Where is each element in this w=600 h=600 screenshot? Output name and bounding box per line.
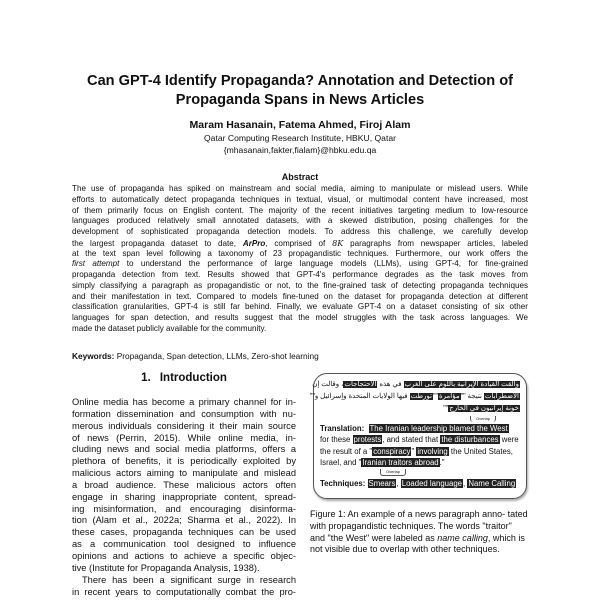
span-highlight: تورطت bbox=[410, 393, 432, 400]
text: "" bbox=[433, 393, 438, 400]
abstract-line: propaganda detection from text. Results showed that GPT-4's performance degrades as the task moves from bbox=[72, 270, 528, 279]
text: "" bbox=[443, 405, 449, 412]
abstract-line: of them primarily focus on English content. The majority of the recent initiatives targeting medium to low-resource bbox=[72, 205, 528, 215]
title-line: Propaganda Spans in News Articles bbox=[175, 92, 425, 108]
abstract-line: and their manifestation in text. Compared to models fine-tuned on the dataset for propaganda detection at different bbox=[72, 291, 528, 301]
intro-text bbox=[72, 397, 296, 598]
intro-line: ing misinformation, and encouraging disinforma- bbox=[72, 503, 296, 514]
intro-line: of news (Perrin, 2015). While online media, in- bbox=[72, 432, 296, 443]
span-highlight: conspiracy bbox=[373, 446, 411, 456]
translation-line bbox=[320, 434, 520, 445]
span-highlight: الاضطرابات bbox=[484, 393, 519, 400]
text: the result of a " bbox=[320, 446, 373, 456]
technique-tag: Smears bbox=[368, 479, 396, 489]
intro-line: malicious actors aiming to manipulate and mislead bbox=[72, 468, 296, 479]
text: were bbox=[499, 435, 519, 445]
overlap-label: Overlap bbox=[380, 469, 406, 476]
abstract-line: development of sophisticated propaganda detection models. To address this challenge, we carefully develop bbox=[72, 227, 528, 236]
span-highlight: The Iranian leadership blamed the West bbox=[369, 424, 508, 433]
translation-label: Translation: bbox=[320, 424, 365, 433]
intro-line: these cases, propaganda techniques can be used bbox=[72, 527, 296, 538]
caption-text: Figure 1: An example of a news paragraph anno- tated with propagandistic techniques. The words "traitor" and "the West" were labeled as bbox=[310, 509, 528, 543]
abstract-body bbox=[72, 184, 528, 335]
authors: Maram Hasanain, Fatema Ahmed, Firoj Alam bbox=[189, 119, 411, 131]
intro-line: cluding news and social media platforms, offers a bbox=[72, 444, 296, 455]
affiliation: Qatar Computing Research Institute, HBKU, Qatar bbox=[203, 133, 396, 143]
arabic-line bbox=[320, 403, 520, 415]
span-highlight: protests bbox=[353, 435, 382, 445]
title-line: Can GPT-4 Identify Propaganda? Annotation and Detection of bbox=[87, 73, 513, 89]
intro-line: a broad audience. These malicious actors often bbox=[72, 479, 296, 490]
keywords-text: Propaganda, Span detection, LLMs, Zero-shot learning bbox=[114, 351, 319, 361]
arabic-line bbox=[309, 391, 520, 403]
techniques-label: Techniques: bbox=[320, 479, 366, 489]
keywords bbox=[72, 351, 319, 361]
intro-line: in recent years to computationally combat the pro- bbox=[72, 586, 296, 597]
dataset-size: 8K bbox=[332, 237, 344, 248]
text: the largest propaganda dataset to date, bbox=[72, 238, 243, 248]
span-highlight: the disturbances bbox=[441, 435, 499, 445]
span-highlight: involving bbox=[417, 446, 448, 456]
emphasis: first attempt bbox=[72, 259, 120, 269]
technique-tag: Name Calling bbox=[468, 479, 516, 489]
abstract-line: The use of propaganda has spiked on mainstream and social media, aiming to manipulate or mislead users. While bbox=[72, 184, 528, 193]
intro-line: engage in sharing inappropriate content, spread- bbox=[72, 491, 296, 502]
abstract-line: languages produced relatively small annotated datasets, with a skewed distribution, posing challenges for the bbox=[72, 216, 528, 226]
translation-line bbox=[320, 457, 520, 468]
techniques-line: Techniques: Smears, Loaded language, Name Calling bbox=[320, 479, 516, 489]
email: {mhasanain,fakter,fialam}@hbku.edu.qa bbox=[223, 144, 377, 155]
text: paragraphs from newspaper articles, labeled bbox=[343, 238, 528, 248]
section-heading: 1. Introduction bbox=[141, 372, 227, 384]
text: , and stated that bbox=[382, 435, 441, 445]
translation-line bbox=[320, 423, 520, 434]
intro-line: There has been a significant surge in research bbox=[82, 574, 296, 585]
text: " bbox=[411, 446, 417, 456]
text: ، وقالت إن bbox=[312, 381, 344, 388]
text: to understand the performance of large language models (LLMs), using GPT-4, for fine-grained bbox=[119, 259, 528, 269]
span-highlight: وألقت القيادة الإيرانية باللوم على الغرب bbox=[404, 381, 519, 388]
intro-line: formation dissemination and consumption with nu- bbox=[72, 408, 296, 419]
intro-line: as a communication tool designed to influence bbox=[72, 539, 296, 550]
abstract-line bbox=[72, 238, 528, 249]
arabic-line bbox=[312, 379, 520, 391]
abstract-line: efforts to automatically detect propaganda techniques in textual, visual, or multimodal content have increased, most bbox=[72, 194, 528, 204]
span-highlight: الاحتجاجات bbox=[344, 381, 377, 388]
abstract-line: made the dataset publicly available for the community. bbox=[72, 323, 267, 333]
text: the United States, bbox=[448, 446, 513, 456]
intro-line: Online media has become a primary channel for in- bbox=[72, 397, 296, 407]
dataset-name: ArPro bbox=[242, 238, 266, 248]
paper-title bbox=[60, 72, 540, 110]
text: , comprised of bbox=[265, 238, 333, 248]
figure-caption bbox=[310, 509, 528, 556]
technique-tag: Loaded language bbox=[401, 479, 463, 489]
translation-line bbox=[320, 446, 520, 457]
intro-line: merous individuals considering it their main source bbox=[72, 420, 296, 431]
caption-text: , which is not visible due to overlap with other techniques. bbox=[310, 532, 525, 555]
text: ." bbox=[439, 457, 445, 467]
intro-line: plethora of benefits, it is periodically exploited by bbox=[72, 456, 296, 467]
text: في هذه bbox=[379, 381, 402, 388]
abstract-line: languages for span detection, and results suggest that the model struggles with the task across languages. We bbox=[72, 313, 528, 322]
abstract-line: simply classifying a paragraph as propagandistic or not, to the fine-grained task of detecting propaganda techniques bbox=[72, 280, 528, 290]
intro-line: opinions and actions to achieve a specific objec- bbox=[72, 550, 296, 561]
overlap-label: Overlap bbox=[470, 416, 496, 422]
span-highlight: خونة إيرانيون في الخارج bbox=[449, 405, 519, 412]
figure-1 bbox=[309, 373, 527, 499]
keywords-label: Keywords: bbox=[72, 351, 115, 361]
affiliation-block bbox=[60, 133, 540, 156]
abstract-line: at the text span level following a taxonomy of 23 propagandistic techniques. Furthermore, our work offers the bbox=[72, 248, 528, 258]
span-highlight: مؤامرة bbox=[438, 393, 460, 400]
abstract-line: classification granularities, GPT-4 is still far behind. Finally, we evaluate GPT-4 on a dataset consisting of six other bbox=[72, 302, 528, 312]
span-highlight: Iranian traitors abroad bbox=[362, 457, 439, 467]
overlap-bracket-bottom bbox=[320, 468, 520, 476]
text: نتيجة "" bbox=[460, 393, 482, 400]
text: for these bbox=[320, 435, 353, 445]
intro-line: tive (Institute for Propaganda Analysis, 1938). bbox=[72, 562, 260, 573]
abstract-line bbox=[72, 259, 528, 270]
caption-emphasis: name calling bbox=[437, 532, 488, 543]
overlap-bracket-top bbox=[320, 415, 520, 423]
text: فيها الولايات المتحدة وإسرائيل و"" bbox=[309, 393, 408, 400]
text: Israel, and " bbox=[320, 457, 362, 467]
intro-line: tion (Alam et al., 2022a; Sharma et al., 2022). In bbox=[72, 515, 296, 526]
abstract-heading: Abstract bbox=[281, 172, 319, 182]
